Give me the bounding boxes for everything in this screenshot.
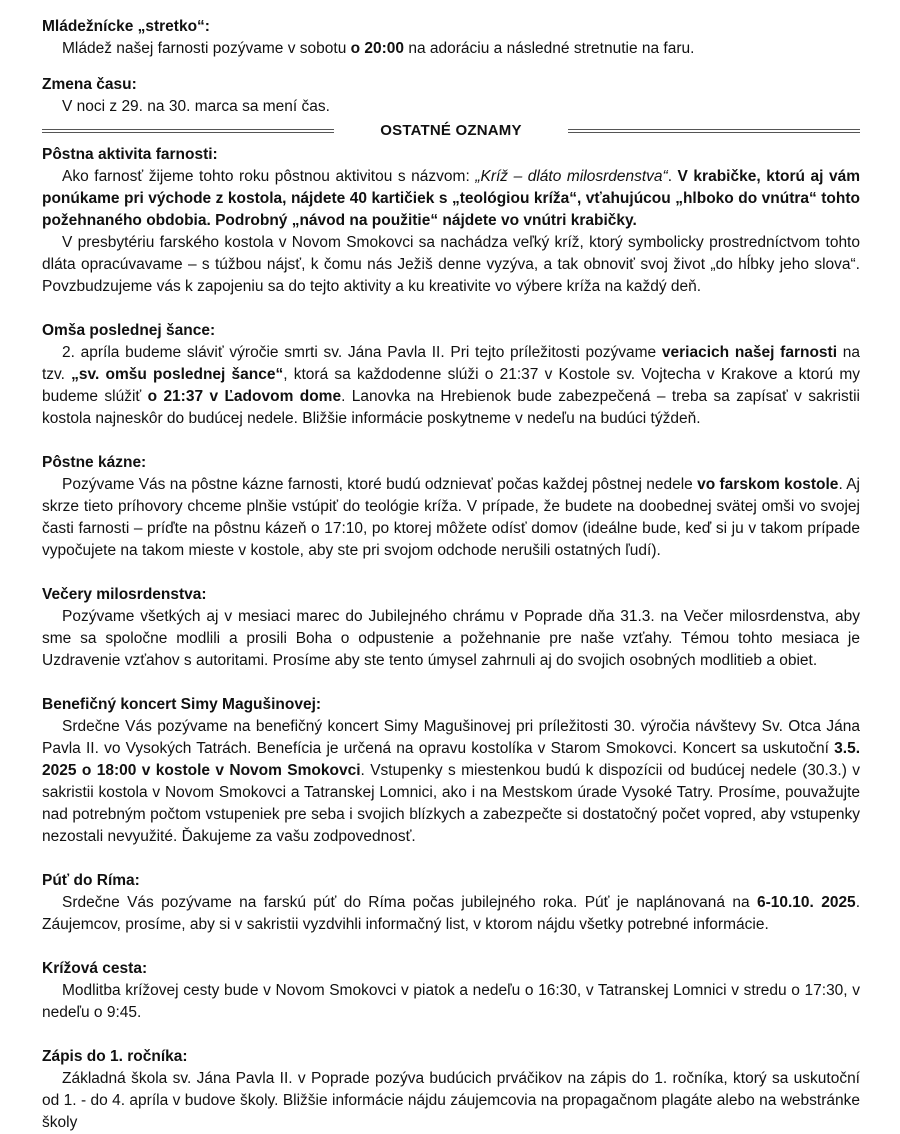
bold-text: veriacich našej farnosti	[661, 344, 838, 361]
bold-date: 6-10.10. 2025	[756, 894, 856, 911]
text-run: na adoráciu a následné stretnutie na faru.	[404, 40, 695, 57]
section-title: Mládežnícke „stretko“:	[42, 18, 210, 35]
section-title: Krížová cesta:	[42, 960, 148, 977]
text-run: Pozývame Vás na pôstne kázne farnosti, ktoré budú odznievať počas každej pôstnej nedele	[62, 476, 698, 493]
divider-rule	[42, 129, 334, 133]
text-run: Srdečne Vás pozývame na benefičný koncert Simy Magušinovej pri príležitosti 30. výročia návštevy Sv. Otca Jána Pavla II. vo Vysokých Tatrách. Benefícia je určená na opravu kostolíka v Starom Smokovci. Koncert sa uskutoční	[42, 718, 860, 757]
text-run: 2. apríla budeme sláviť výročie smrti sv. Jána Pavla II. Pri tejto príležitosti pozývame	[62, 344, 662, 361]
section-title: Zmena času:	[42, 76, 137, 93]
bold-time: o 20:00	[350, 40, 405, 57]
section-title: Večery milosrdenstva:	[42, 586, 207, 603]
text-run: .	[667, 168, 678, 185]
section-text: V presbytériu farského kostola v Novom Smokovci sa nachádza veľký kríž, ktorý symbolicky prostredníctvom tohto dláta opracúvavame – s túžbou nájsť, k čomu nás Ježiš denne vyzýva, a tak obnoviť svoj život „do hĺbky jeho slova“. Povzbudzujeme vás k zapojeniu sa do tejto aktivity a ku kreativite vo výbere kríža na každý deň.	[42, 234, 860, 295]
section-text	[42, 474, 860, 562]
section-text	[42, 716, 860, 848]
section-rome	[42, 870, 860, 936]
text-run: . Záujemcov, prosíme, aby si v sakristii vyzdvihli informačný list, v ktorom nájdu všetky potrebné informácie.	[42, 894, 860, 933]
section-title: Pôstne kázne:	[42, 454, 147, 471]
section-title: Púť do Ríma:	[42, 872, 140, 889]
section-concert	[42, 694, 860, 848]
section-text: V noci z 29. na 30. marca sa mení čas.	[62, 98, 330, 115]
text-run: Ako farnosť žijeme tohto roku pôstnou aktivitou s názvom:	[62, 168, 476, 185]
section-title: Omša poslednej šance:	[42, 322, 216, 339]
section-enrollment	[42, 1046, 860, 1134]
section-text	[42, 892, 860, 936]
section-lent-sermons	[42, 452, 860, 562]
bold-text: vo farskom kostole	[697, 476, 839, 493]
divider-label: OSTATNÉ OZNAMY	[380, 122, 522, 139]
text-run: . Lanovka na Hrebienok bude zabezpečená – treba sa zapísať v sakristii kostola najneskôr do budúcej nedele. Bližšie informácie poskytneme v nedeľu na budúci týždeň.	[42, 388, 860, 427]
section-divider	[42, 118, 860, 144]
section-title: Benefičný koncert Simy Magušinovej:	[42, 696, 322, 713]
section-text: Modlitba krížovej cesty bude v Novom Smokovci v piatok a nedeľu o 16:30, v Tatranskej Lomnici v stredu o 17:30, v nedeľu o 9:45.	[42, 982, 860, 1021]
text-run: Srdečne Vás pozývame na farskú púť do Ríma počas jubilejného roka. Púť je naplánovaná na	[62, 894, 757, 911]
section-text	[42, 166, 860, 232]
bold-text: V krabičke, ktorú aj vám ponúkame pri východe z kostola, nájdete 40 kartičiek s „teológiou kríža“, vťahujúcou „hlboko do vnútra“ tohto požehnaného obdobia. Podrobný „návod na použitie“ nájdete vo vnútri krabičky.	[42, 168, 860, 229]
text-run: na tzv.	[42, 344, 860, 383]
divider-rule	[568, 129, 860, 133]
section-text: Pozývame všetkých aj v mesiaci marec do Jubilejného chrámu v Poprade dňa 31.3. na Večer milosrdenstva, aby sme sa spoločne modlili a prosili Boha o odpustenie a požehnanie pre naše vzťahy. Témou tohto mesiaca je Uzdravenie vzťahov s autoritami. Prosíme aby ste tento úmysel zahrnuli aj do svojich osobných modlitieb a obiet.	[42, 608, 860, 669]
announcements-page	[42, 16, 860, 1134]
section-youth	[42, 16, 860, 60]
bold-text: 3.5. 2025 o 18:00 v kostole v Novom Smokovci	[42, 740, 860, 779]
section-title: Pôstna aktivita farnosti:	[42, 146, 218, 163]
bold-text: „sv. omšu poslednej šance“	[71, 366, 284, 383]
section-lent-activity	[42, 144, 860, 298]
section-stations	[42, 958, 860, 1024]
section-time-change	[42, 74, 860, 118]
section-mercy-evenings	[42, 584, 860, 672]
section-text	[42, 342, 860, 430]
text-run: . Vstupenky s miestenkou budú k dispozícii od budúcej nedele (30.3.) v sakristii kostola v Novom Smokovci a Tatranskej Lomnici, ako i na Mestskom úrade Vysoké Tatry. Prosíme, pouvažujte nad potrebným počtom vstupeniek pre seba i svojich blízkych a zabezpečte si dostatočný počet vopred, aby vstupenky nezostali nevyužité. Ďakujeme za vašu zodpovednosť.	[42, 762, 860, 845]
text-run: , ktorá sa každodenne slúži o 21:37 v Kostole sv. Vojtecha v Krakove a ktorú my budeme slúžiť	[42, 366, 860, 405]
section-last-chance-mass	[42, 320, 860, 430]
text-run: . Aj skrze tieto príhovory chceme plnšie vstúpiť do teológie kríža. V prípade, že budete na doobednej svätej omši vo svojej časti farnosti – príďte na pôstnu kázeň o 17:10, po ktorej môžete odísť domov (ideálne bude, keď si ju v takom prípade vypočujete na takom mieste v kostole, aby ste pri svojom odchode nerušili ostatných ľudí).	[42, 476, 860, 559]
bold-text: o 21:37 v Ľadovom dome	[147, 388, 342, 405]
italic-title: „Kríž – dláto milosrdenstva“	[475, 168, 668, 185]
section-title: Zápis do 1. ročníka:	[42, 1048, 188, 1065]
section-text	[42, 38, 860, 60]
section-text: Základná škola sv. Jána Pavla II. v Poprade pozýva budúcich prváčikov na zápis do 1. ročníka, ktorý sa uskutoční od 1. - do 4. apríla v budove školy. Bližšie informácie nájdu záujemcovia na propagačnom plagáte alebo na webstránke školy	[42, 1070, 860, 1131]
text-run: Mládež našej farnosti pozývame v sobotu	[62, 40, 351, 57]
